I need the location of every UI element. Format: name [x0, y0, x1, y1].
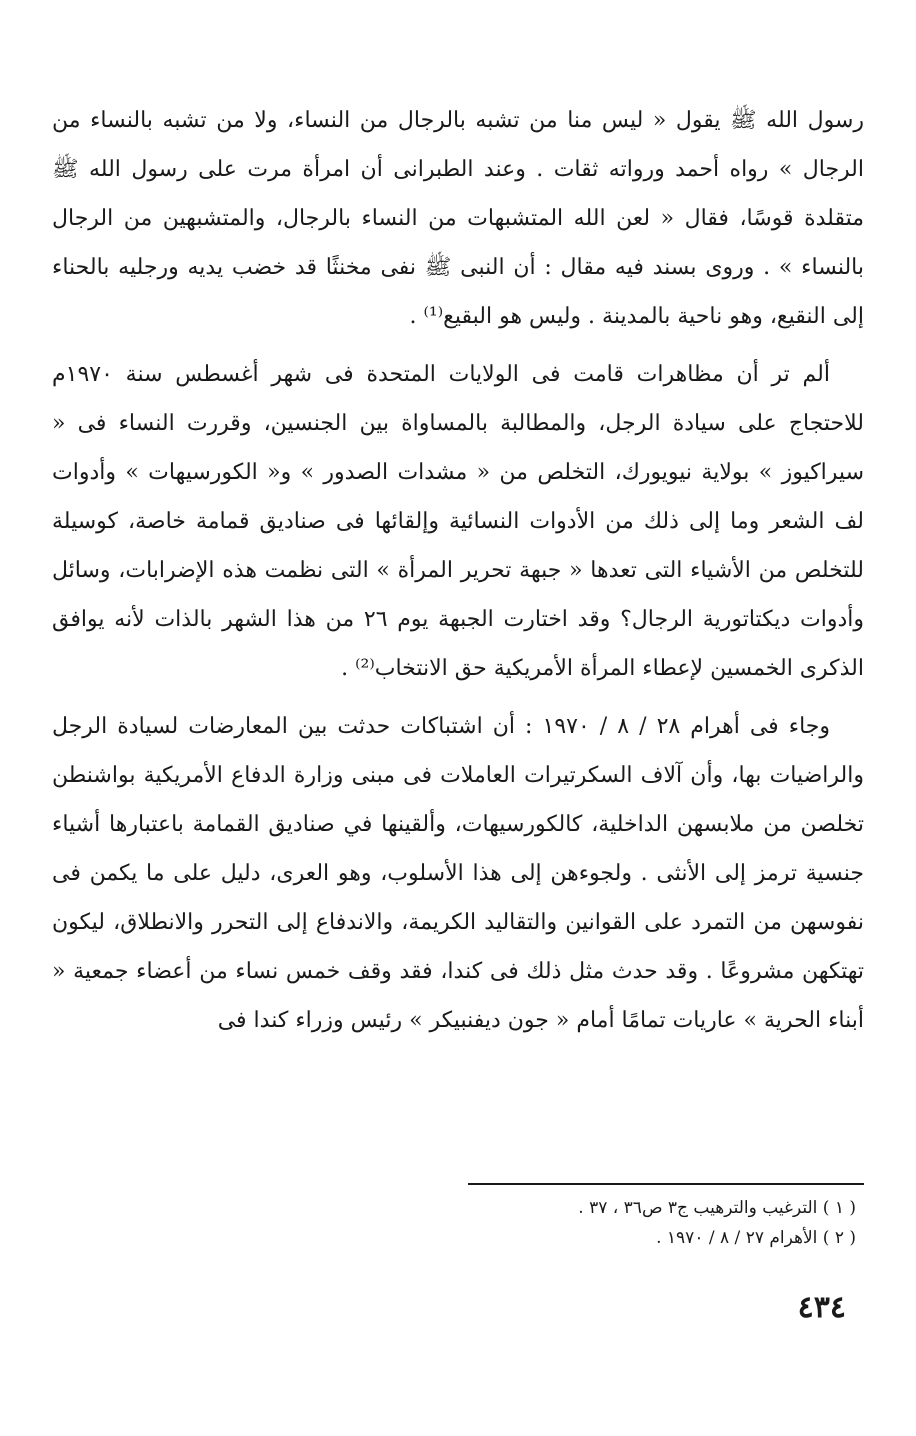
footnotes — [356, 1193, 856, 1253]
page-number: ٤٣٤ — [797, 1290, 846, 1325]
paragraph-1: رسول الله ﷺ يقول « ليس منا من تشبه بالرجال من النساء، ولا من تشبه بالنساء من الرجال » رواه أحمد ورواته ثقات . وعند الطبرانى أن امرأة مرت على رسول الله ﷺ متقلدة قوسًا، فقال « لعن الله المتشبهات من النساء بالرجال، والمتشبهين من الرجال بالنساء » . وروى بسند فيه مقال : أن النبى ﷺ نفى مخنثًا قد خضب يديه ورجليه بالحناء إلى النقيع، وهو ناحية بالمدينة . وليس هو البقيع⁽¹⁾ . — [52, 108, 864, 329]
paragraph-2: ألم تر أن مظاهرات قامت فى الولايات المتحدة فى شهر أغسطس سنة ١٩٧٠م للاحتجاج على سيادة الرجل، والمطالبة بالمساواة بين الجنسين، وقررت النساء فى « سيراكيوز » بولاية نيويورك، التخلص من « مشدات الصدور » و« الكورسيهات » وأدوات لف الشعر وما إلى ذلك من الأدوات النسائية وإلقائها فى صناديق قمامة خاصة، كوسيلة للتخلص من الأشياء التى تعدها « جبهة تحرير المرأة » التى نظمت هذه الإضرابات، وسائل وأدوات ديكتاتورية الرجال؟ وقد اختارت الجبهة يوم ٢٦ من هذا الشهر بالذات لأنه يوافق الذكرى الخمسين لإعطاء المرأة الأمريكية حق الانتخاب⁽²⁾ . — [52, 362, 864, 681]
footnote-1: ( ١ ) الترغيب والترهيب ج٣ ص٣٦ ، ٣٧ . — [578, 1198, 856, 1218]
paragraph-3: وجاء فى أهرام ٢٨ / ٨ / ١٩٧٠ : أن اشتباكات حدثت بين المعارضات لسيادة الرجل والراضيات بها، وأن آلاف السكرتيرات العاملات فى مبنى وزارة الدفاع الأمريكية بواشنطن تخلصن من ملابسهن الداخلية، كالكورسيهات، وألقينها في صناديق القمامة باعتبارها أشياء جنسية ترمز إلى الأنثى . ولجوءهن إلى هذا الأسلوب، وهو العرى، دليل على ما يكمن فى نفوسهن من التمرد على القوانين والتقاليد الكريمة، والاندفاع إلى التحرر والانطلاق، ليكون تهتكهن مشروعًا . وقد حدث مثل ذلك فى كندا، فقد وقف خمس نساء من أعضاء جمعية « أبناء الحرية » عاريات تمامًا أمام « جون ديفنبيكر » رئيس وزراء كندا فى — [52, 714, 864, 1033]
footnote-divider — [468, 1183, 864, 1185]
footnote-2: ( ٢ ) الأهرام ٢٧ / ٨ / ١٩٧٠ . — [656, 1228, 856, 1248]
main-text — [52, 96, 864, 1054]
